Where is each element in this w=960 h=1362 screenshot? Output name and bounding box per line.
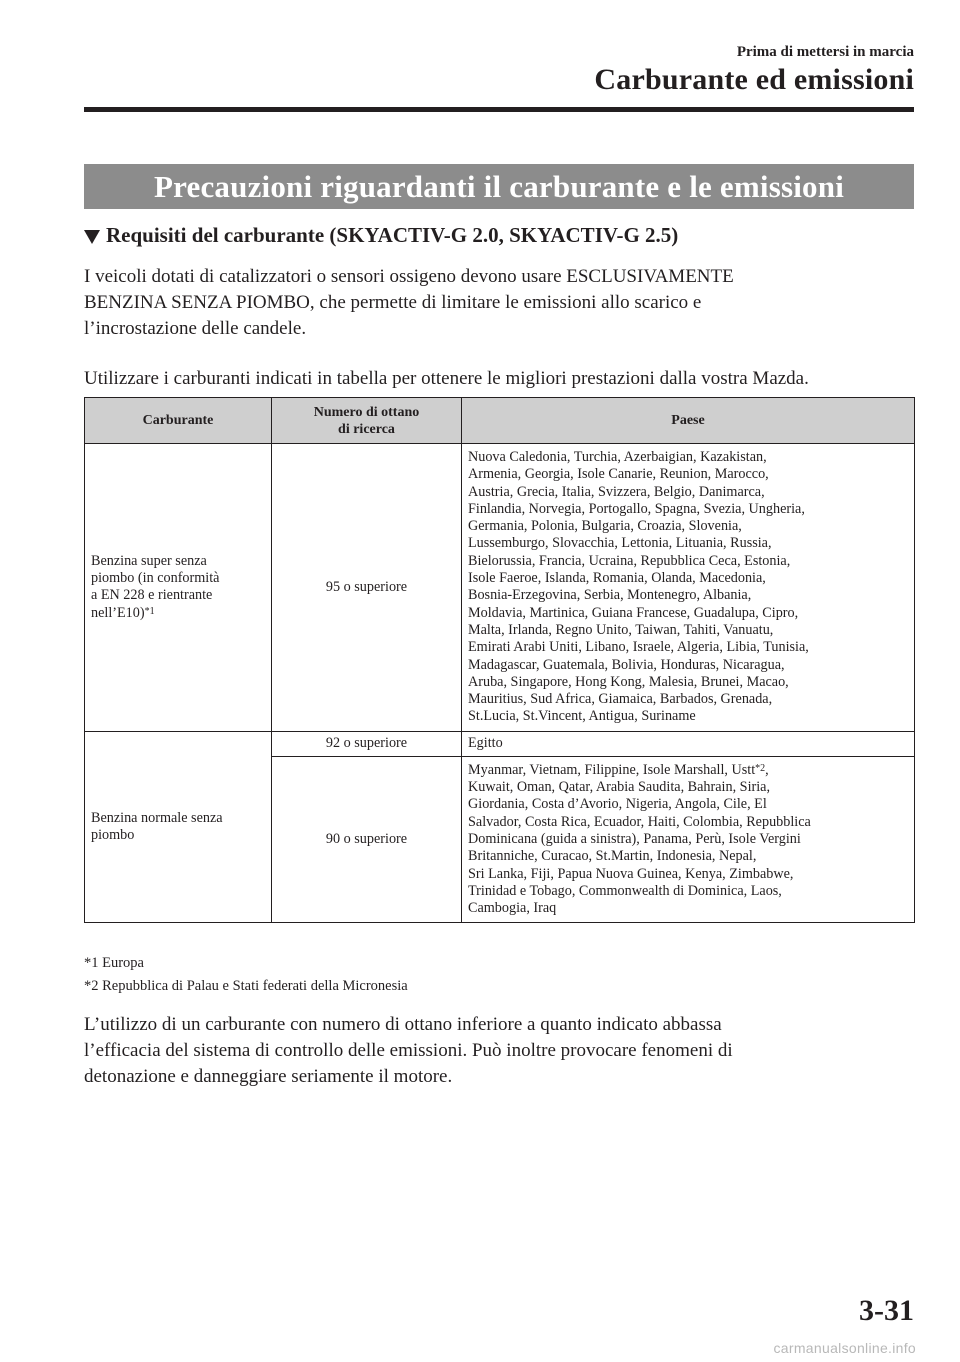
country-line: Aruba, Singapore, Hong Kong, Malesia, Brunei, Macao, xyxy=(468,673,789,690)
country-line: Lussemburgo, Slovacchia, Lettonia, Lituania, Russia, xyxy=(468,535,772,552)
header-divider xyxy=(84,107,914,112)
octane-cell: 90 o superiore xyxy=(272,756,462,923)
header-octane-line: di ricerca xyxy=(338,421,395,437)
footnote: *1 Europa xyxy=(84,955,144,971)
country-line: Sri Lanka, Fiji, Papua Nuova Guinea, Kenya, Zimbabwe, xyxy=(468,865,794,882)
country-line: Malta, Irlanda, Regno Unito, Taiwan, Tahiti, Vanuatu, xyxy=(468,621,774,638)
chapter-label: Prima di mettersi in marcia xyxy=(736,44,914,60)
country-line: Nuova Caledonia, Turchia, Azerbaigian, Kazakistan, xyxy=(468,449,767,465)
fuel-line: Benzina super senza xyxy=(91,552,207,569)
fuel-line: piombo xyxy=(91,827,135,844)
section-title: Precauzioni riguardanti il carburante e le emissioni xyxy=(84,164,914,209)
country-line: Germania, Polonia, Bulgaria, Croazia, Slovenia, xyxy=(468,518,742,535)
fuel-line: piombo (in conformità xyxy=(91,570,220,587)
footnote: *2 Repubblica di Palau e Stati federati della Micronesia xyxy=(84,978,408,994)
table-intro-paragraph: Utilizzare i carburanti indicati in tabella per ottenere le migliori prestazioni dalla vostra Mazda. xyxy=(84,368,809,389)
footnote-ref: *1 xyxy=(144,605,155,617)
watermark: carmanualsonline.info xyxy=(773,1340,916,1356)
warning-paragraph xyxy=(84,1012,924,1090)
page-header-title: Carburante ed emissioni xyxy=(594,63,914,96)
country-cell: Egitto xyxy=(462,731,915,756)
subheading xyxy=(84,223,678,248)
intro-line: I veicoli dotati di catalizzatori o sensori ossigeno devono usare ESCLUSIVAMENTE xyxy=(84,266,734,287)
header-country: Paese xyxy=(462,398,915,444)
country-line: Madagascar, Guatemala, Bolivia, Honduras, Nicaragua, xyxy=(468,656,785,673)
country-line: Kuwait, Oman, Qatar, Arabia Saudita, Bahrain, Siria, xyxy=(468,779,771,796)
country-line-text: Myanmar, Vietnam, Filippine, Isole Marshall, Ustt xyxy=(468,761,756,778)
table-row xyxy=(85,444,915,732)
country-line: Trinidad e Tobago, Commonwealth di Dominica, Laos, xyxy=(468,882,782,899)
fuel-line-text: nell’E10) xyxy=(91,604,145,621)
octane-cell: 92 o superiore xyxy=(272,731,462,756)
octane-cell: 95 o superiore xyxy=(272,444,462,732)
country-cell xyxy=(462,756,915,923)
country-line: Armenia, Georgia, Isole Canarie, Reunion, Marocco, xyxy=(468,466,769,483)
warning-line: l’efficacia del sistema di controllo delle emissioni. Può inoltre provocare fenomeni di xyxy=(84,1040,733,1061)
subheading-text: Requisiti del carburante (SKYACTIV-G 2.0, SKYACTIV-G 2.5) xyxy=(106,223,679,247)
country-line: Salvador, Costa Rica, Ecuador, Haiti, Colombia, Repubblica xyxy=(468,813,811,830)
country-line xyxy=(468,762,908,779)
page-number: 3-31 xyxy=(859,1294,914,1327)
country-line: Dominicana (guida a sinistra), Panama, Perù, Isole Vergini xyxy=(468,830,801,847)
country-line: Austria, Grecia, Italia, Svizzera, Belgio, Danimarca, xyxy=(468,483,765,500)
header-octane xyxy=(272,398,462,444)
warning-line: detonazione e danneggiare seriamente il motore. xyxy=(84,1066,453,1087)
footnote-ref: *2 xyxy=(755,762,766,774)
intro-paragraph xyxy=(84,264,924,342)
country-line: Cambogia, Iraq xyxy=(468,900,557,917)
country-line: Bosnia-Erzegovina, Serbia, Montenegro, Albania, xyxy=(468,587,752,604)
fuel-cell xyxy=(85,731,272,923)
country-line: Finlandia, Norvegia, Portogallo, Spagna, Svezia, Ungheria, xyxy=(468,500,805,517)
header-octane-line: Numero di ottano xyxy=(313,404,420,420)
warning-line: L’utilizzo di un carburante con numero di ottano inferiore a quanto indicato abbassa xyxy=(84,1014,722,1035)
country-line-tail: , xyxy=(765,761,769,778)
fuel-cell xyxy=(85,444,272,732)
table-row xyxy=(85,731,915,756)
country-line: Isole Faeroe, Islanda, Romania, Olanda, Macedonia, xyxy=(468,570,766,587)
country-line: St.Lucia, St.Vincent, Antigua, Suriname xyxy=(468,708,696,725)
intro-line: l’incrostazione delle candele. xyxy=(84,318,307,339)
country-line: Giordania, Costa d’Avorio, Nigeria, Angola, Cile, El xyxy=(468,796,767,813)
intro-line: BENZINA SENZA PIOMBO, che permette di limitare le emissioni allo scarico e xyxy=(84,292,702,313)
country-line: Moldavia, Martinica, Guiana Francese, Guadalupa, Cipro, xyxy=(468,604,799,621)
country-line: Bielorussia, Francia, Ucraina, Repubblica Ceca, Estonia, xyxy=(468,552,791,569)
country-line: Emirati Arabi Uniti, Libano, Israele, Algeria, Libia, Tunisia, xyxy=(468,639,809,656)
fuel-line: Benzina normale senza xyxy=(91,809,223,826)
table-header-row xyxy=(85,398,915,444)
fuel-table xyxy=(84,397,915,923)
country-line: Britanniche, Curacao, St.Martin, Indonesia, Nepal, xyxy=(468,848,757,865)
fuel-line: a EN 228 e rientrante xyxy=(91,587,213,604)
country-line: Mauritius, Sud Africa, Giamaica, Barbados, Grenada, xyxy=(468,691,773,708)
fuel-line xyxy=(91,605,265,622)
triangle-down-icon xyxy=(84,230,100,244)
country-cell xyxy=(462,444,915,732)
header-fuel: Carburante xyxy=(85,398,272,444)
